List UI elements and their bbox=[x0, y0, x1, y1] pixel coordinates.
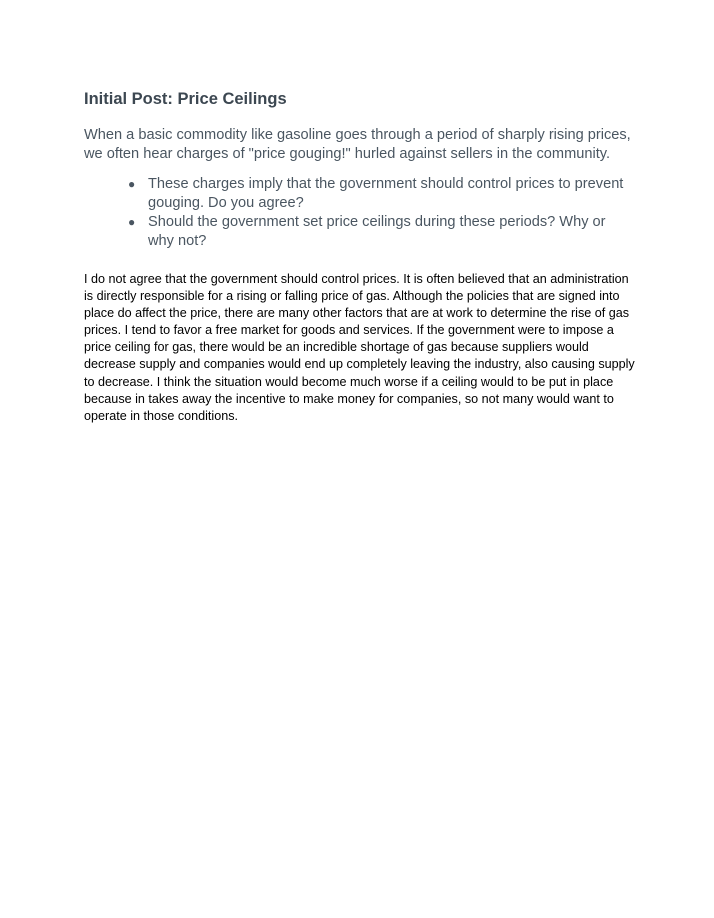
bullet-icon: ● bbox=[128, 215, 136, 229]
list-item bbox=[128, 175, 628, 213]
response-paragraph: I do not agree that the government should control prices. It is often believed that an administration is directly responsible for a rising or falling price of gas. Although the policies that are signed into place do affect the price, there are many other factors that are at work to determine the rise of gas prices. I tend to favor a free market for goods and services. If the government were to impose a price ceiling for gas, there would be an incredible shortage of gas because suppliers would decrease supply and companies would end up completely leaving the industry, also causing supply to decrease. I think the situation would become much worse if a ceiling would to be put in place because in takes away the incentive to make money for companies, so not many would want to operate in those conditions. bbox=[84, 272, 635, 423]
question-text: Should the government set price ceilings during these periods? Why or why not? bbox=[148, 214, 606, 249]
prompt-question-list bbox=[128, 175, 628, 251]
bullet-icon: ● bbox=[128, 177, 136, 191]
question-text: These charges imply that the government should control prices to prevent gouging. Do you agree? bbox=[148, 176, 624, 211]
prompt-intro: When a basic commodity like gasoline goes through a period of sharply rising prices, we often hear charges of "price gouging!" hurled against sellers in the community. bbox=[84, 127, 631, 162]
page-title: Initial Post: Price Ceilings bbox=[84, 90, 287, 108]
list-item bbox=[128, 213, 628, 251]
